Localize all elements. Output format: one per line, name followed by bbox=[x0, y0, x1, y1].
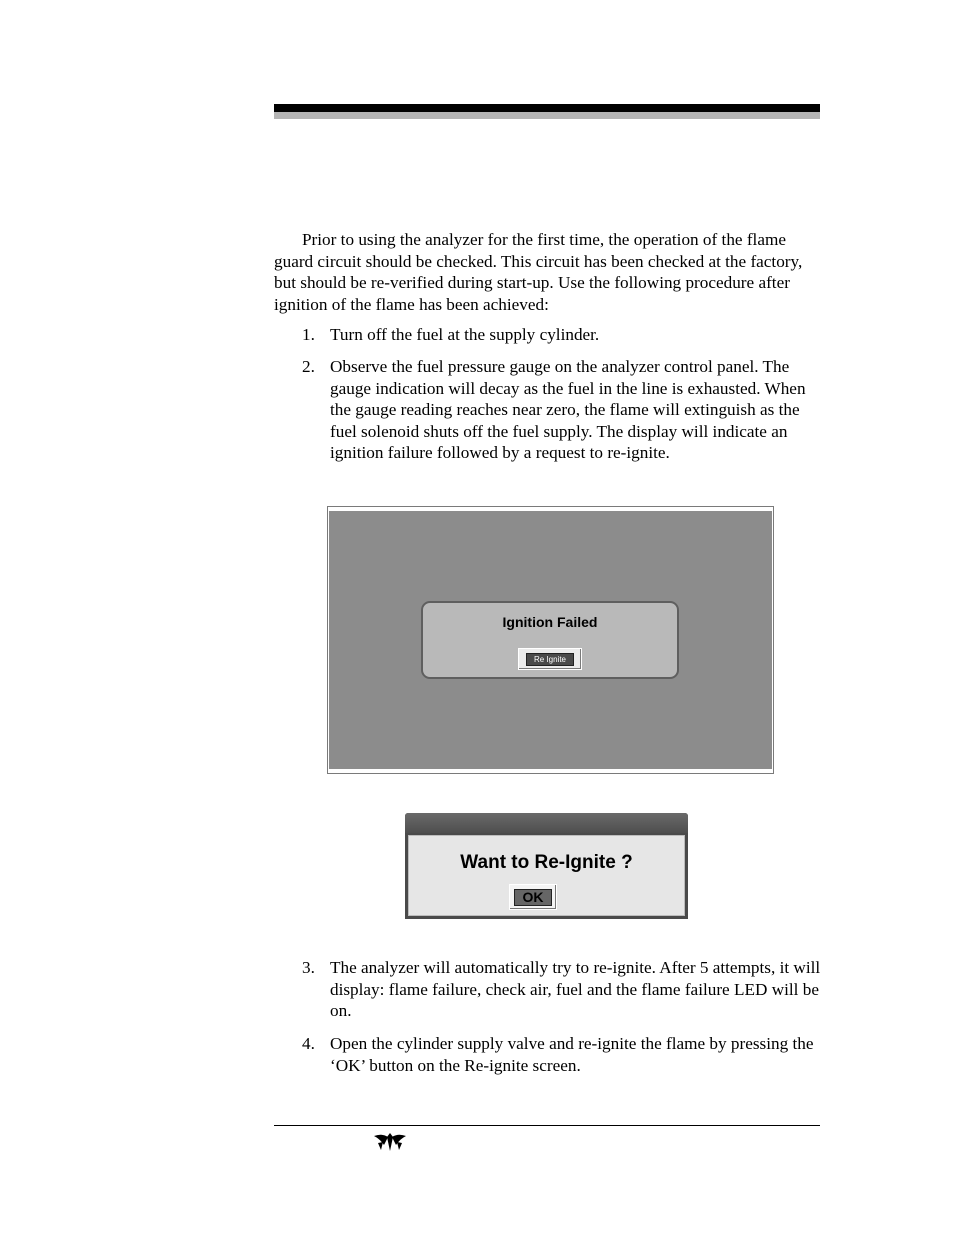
step-text: Open the cylinder supply valve and re-ignite the flame by pressing the ‘OK’ button on the Re-ignite screen. bbox=[330, 1034, 814, 1075]
ok-button[interactable] bbox=[509, 884, 557, 910]
step-text: Turn off the fuel at the supply cylinder. bbox=[330, 325, 600, 344]
teledyne-logo-icon bbox=[372, 1131, 408, 1153]
step-number: 2. bbox=[302, 357, 315, 376]
ok-button-label: OK bbox=[522, 889, 544, 905]
ok-button-face[interactable] bbox=[514, 889, 552, 906]
header-rule-gray bbox=[274, 112, 820, 119]
re-ignite-button-face[interactable] bbox=[526, 653, 574, 666]
header-rule-black bbox=[274, 104, 820, 112]
footer-rule bbox=[274, 1125, 820, 1126]
step-number: 4. bbox=[302, 1034, 315, 1053]
dialog-title: Ignition Failed bbox=[502, 614, 598, 630]
step-text: The analyzer will automatically try to re-ignite. After 5 attempts, it will display: flame failure, check air, fuel and the flame failure LED will be on. bbox=[330, 958, 821, 1021]
window-title-bar bbox=[405, 813, 688, 833]
step-number: 3. bbox=[302, 958, 315, 977]
prompt-text: Want to Re-Ignite ? bbox=[460, 852, 633, 873]
re-ignite-button-label: Re Ignite bbox=[533, 655, 567, 664]
re-ignite-button[interactable] bbox=[518, 648, 582, 670]
step-text: Observe the fuel pressure gauge on the analyzer control panel. The gauge indication will decay as the fuel in the line is exhausted. When the gauge reading reaches near zero, the flame will extinguish as the fuel solenoid shuts off the fuel supply. The display will indicate an ignition failure followed by a request to re-ignite. bbox=[330, 357, 806, 463]
intro-paragraph: Prior to using the analyzer for the first time, the operation of the flame guard circuit should be checked. This circuit has been checked at the factory, but should be re-verified during start-up. Use the following procedure after ignition of the flame has been achieved: bbox=[274, 230, 803, 314]
step-number: 1. bbox=[302, 325, 315, 344]
